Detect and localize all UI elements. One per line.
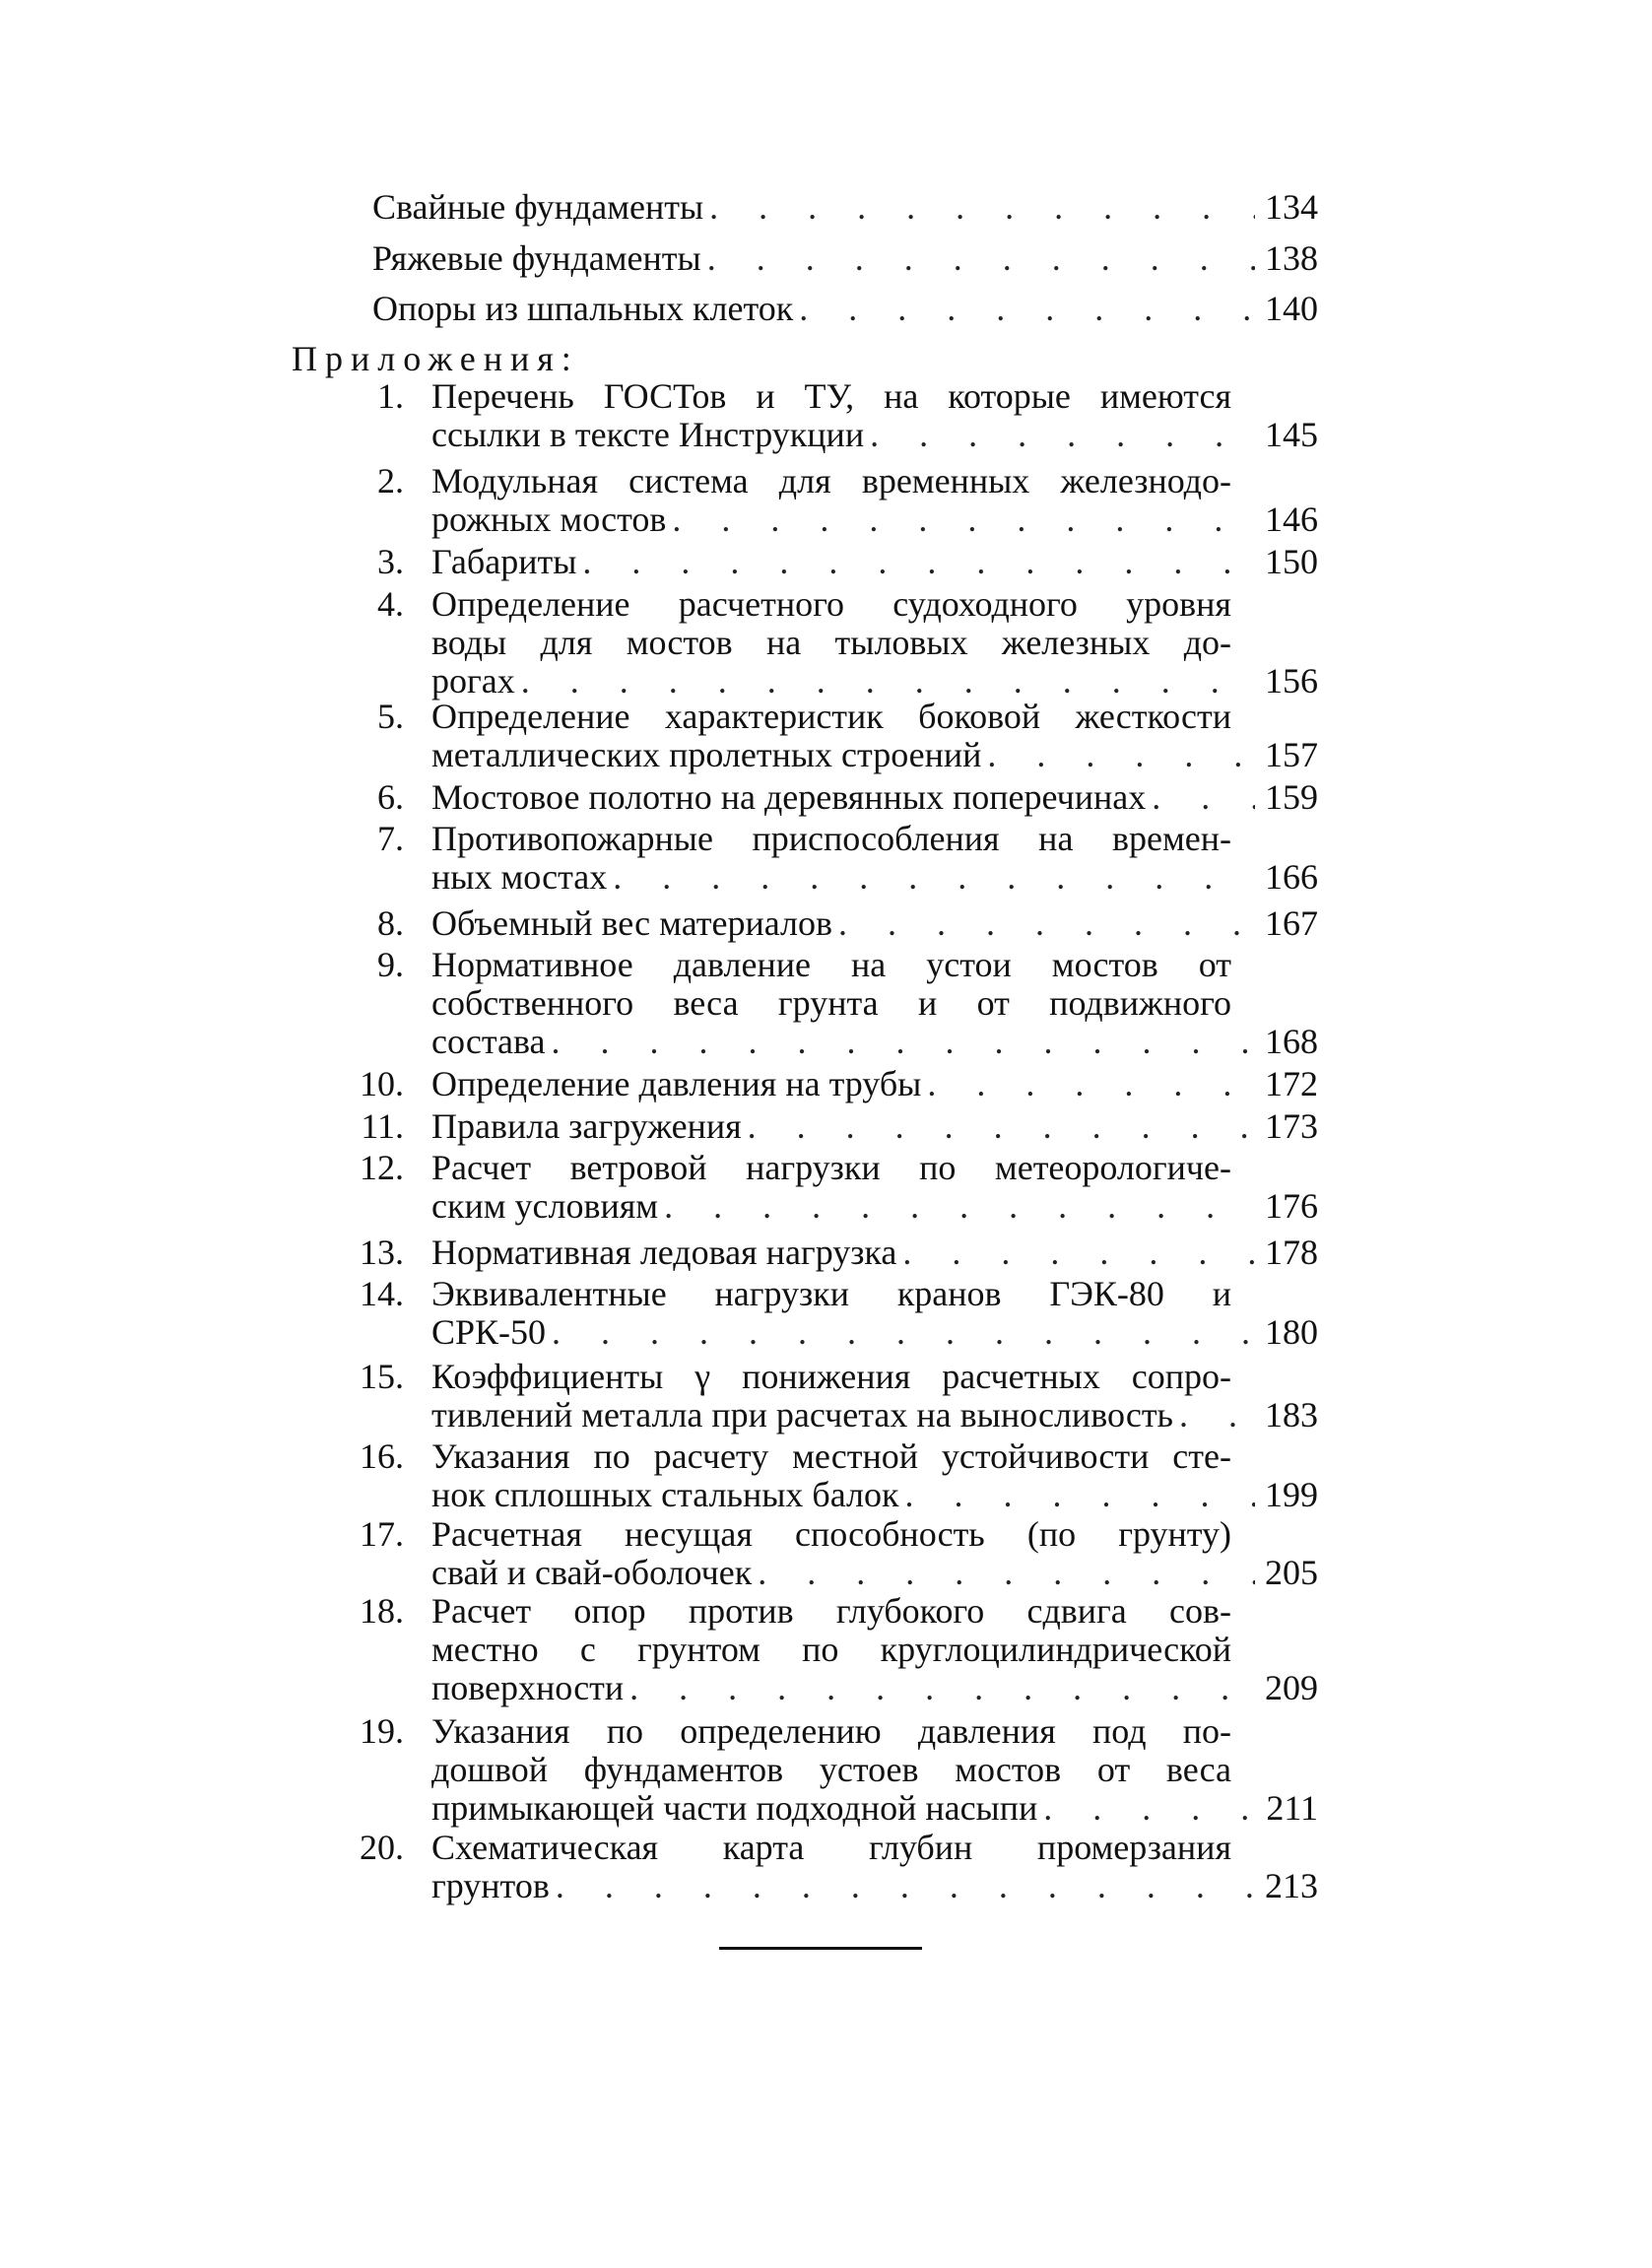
leader-dots [864, 416, 1255, 454]
appendix-title [431, 377, 1318, 454]
toc-entry-page: 140 [1265, 289, 1318, 328]
appendix-page: 150 [1265, 542, 1318, 581]
appendix-title [431, 946, 1318, 1061]
leader-dots [899, 1476, 1256, 1514]
appendix-title-text: Габариты [431, 542, 577, 581]
leader-dots [607, 858, 1255, 897]
appendix-title [431, 820, 1318, 897]
leader-dots [658, 1187, 1255, 1226]
leader-dots [546, 1023, 1255, 1061]
appendix-title-line [431, 1234, 1318, 1272]
appendix-number: 7. [377, 819, 404, 858]
leader-dots [832, 904, 1255, 943]
appendix-title-text: рогах [431, 661, 515, 700]
appendix-number: 3. [377, 542, 404, 581]
appendix-title-line [431, 1554, 1318, 1592]
appendix-title-line [431, 543, 1318, 581]
appendix-title-line [431, 1065, 1318, 1103]
appendix-title-text: ных мостах [431, 857, 608, 897]
appendix-title [431, 1149, 1318, 1226]
appendix-title-line: Модульная система для временных железнодо- [431, 461, 1231, 500]
appendix-number: 14. [360, 1274, 404, 1313]
appendix-number: 2. [377, 461, 404, 500]
appendix-title [431, 698, 1318, 774]
toc-entry-title: Опоры из шпальных клеток [372, 289, 794, 328]
appendix-page: 173 [1265, 1106, 1318, 1146]
appendix-title-text: тивлений металла при расчетах на выносливость [431, 1395, 1173, 1434]
appendix-title-line: Расчетная несущая способность (по грунту) [431, 1514, 1231, 1554]
appendix-heading: Приложения: [292, 339, 579, 378]
appendix-title-line: Коэффициенты γ понижения расчетных сопро- [431, 1357, 1231, 1396]
appendix-title-line [431, 1396, 1318, 1434]
appendix-title-text: металлических пролетных строений [431, 735, 982, 774]
appendix-title-text: Правила загружения [431, 1106, 742, 1146]
leader-dots [703, 187, 1255, 227]
toc-entry-page: 138 [1265, 238, 1318, 278]
appendix-page: 159 [1265, 777, 1318, 817]
appendix-title-text: свай и свай-оболочек [431, 1553, 753, 1592]
leader-dots [701, 238, 1255, 278]
appendix-number: 10. [360, 1064, 404, 1103]
appendix-page: 178 [1265, 1233, 1318, 1272]
appendix-title [431, 1065, 1318, 1103]
appendix-title-text: рожных мостов [431, 500, 667, 539]
appendix-number: 18. [360, 1591, 404, 1631]
appendix-title [431, 904, 1318, 943]
appendix-title-line: Схематическая карта глубин промерзания [431, 1828, 1231, 1867]
appendix-number: 12. [360, 1148, 404, 1187]
toc-entry [372, 238, 1318, 278]
leader-dots [742, 1107, 1255, 1146]
appendix-title [431, 1358, 1318, 1434]
leader-dots [896, 1234, 1255, 1272]
appendix-number: 13. [360, 1233, 404, 1272]
appendix-page: 176 [1265, 1186, 1318, 1226]
appendix-title-line [431, 1476, 1318, 1514]
appendix-title-line [431, 858, 1318, 897]
appendix-title-line [431, 416, 1318, 454]
appendix-number: 1. [377, 376, 404, 416]
appendix-title-line: Расчет опор против глубокого сдвига сов- [431, 1591, 1231, 1631]
closing-rule [719, 1947, 922, 1950]
leader-dots [1173, 1396, 1255, 1434]
appendix-title-line: Определение расчетного судоходного уровня [431, 584, 1231, 624]
appendix-page: 166 [1265, 857, 1318, 897]
appendix-title [431, 543, 1318, 581]
appendix-title-line [431, 778, 1318, 817]
appendix-page: 183 [1265, 1395, 1318, 1434]
appendix-title-text: Нормативная ледовая нагрузка [431, 1233, 897, 1272]
appendix-title-text: Определение давления на трубы [431, 1064, 922, 1103]
appendix-title-line [431, 1313, 1318, 1352]
appendix-number: 5. [377, 697, 404, 736]
appendix-number: 4. [377, 584, 404, 624]
appendix-page: 145 [1265, 415, 1318, 454]
leader-dots [666, 500, 1255, 539]
appendix-title-text: ссылки в тексте Инструкции [431, 415, 865, 454]
appendix-title-line [431, 736, 1318, 774]
leader-dots [624, 1669, 1255, 1707]
appendix-title [431, 1712, 1318, 1828]
appendix-number: 9. [377, 945, 404, 984]
appendix-title [431, 585, 1318, 700]
leader-dots [752, 1554, 1255, 1592]
appendix-title-text: Объемный вес материалов [431, 903, 832, 943]
toc-entry-title: Ряжевые фундаменты [372, 238, 701, 278]
appendix-title-line: местно с грунтом по круглоцилиндрической [431, 1630, 1231, 1669]
appendix-page: 211 [1266, 1788, 1318, 1828]
appendix-page: 156 [1265, 661, 1318, 700]
appendix-page: 180 [1265, 1312, 1318, 1352]
appendix-title-line [431, 500, 1318, 539]
appendix-title-text: состава [431, 1022, 546, 1061]
appendix-page: 205 [1265, 1553, 1318, 1592]
appendix-title-line: собственного веса грунта и от подвижного [431, 983, 1231, 1023]
leader-dots [981, 736, 1255, 774]
appendix-page: 157 [1265, 735, 1318, 774]
appendix-title [431, 462, 1318, 539]
appendix-number: 20. [360, 1828, 404, 1867]
appendix-title-line: Эквивалентные нагрузки кранов ГЭК-80 и [431, 1274, 1231, 1313]
leader-dots [576, 543, 1255, 581]
appendix-title-line [431, 904, 1318, 943]
leader-dots [515, 662, 1255, 700]
appendix-title-line: Определение характеристик боковой жесткости [431, 697, 1231, 736]
appendix-title [431, 778, 1318, 817]
appendix-number: 8. [377, 903, 404, 943]
appendix-title-line: Противопожарные приспособления на времен- [431, 819, 1231, 858]
appendix-number: 15. [360, 1357, 404, 1396]
appendix-number: 19. [360, 1711, 404, 1751]
appendix-number: 17. [360, 1514, 404, 1554]
appendix-title-text: примыкающей части подходной насыпи [431, 1788, 1038, 1828]
leader-dots [550, 1867, 1255, 1905]
toc-entry [372, 187, 1318, 227]
appendix-title-line [431, 1107, 1318, 1146]
appendix-number: 6. [377, 777, 404, 817]
leader-dots [546, 1313, 1255, 1352]
appendix-title [431, 1515, 1318, 1592]
appendix-title-text: Мостовое полотно на деревянных поперечинах [431, 777, 1147, 817]
appendix-title-line [431, 1669, 1318, 1707]
appendix-title-line [431, 662, 1318, 700]
appendix-page: 209 [1265, 1668, 1318, 1707]
toc-entry [372, 289, 1318, 328]
appendix-title-line: Расчет ветровой нагрузки по метеорологиче- [431, 1148, 1231, 1187]
appendix-title-text: нок сплошных стальных балок [431, 1475, 899, 1514]
leader-dots [921, 1065, 1255, 1103]
appendix-title-line: Указания по определению давления под по- [431, 1711, 1231, 1751]
appendix-title-text: СРК-50 [431, 1312, 547, 1352]
appendix-title-line [431, 1789, 1318, 1828]
appendix-title-line: Перечень ГОСТов и ТУ, на которые имеются [431, 376, 1231, 416]
appendix-title-text: ским условиям [431, 1186, 659, 1226]
appendix-title-line: дошвой фундаментов устоев мостов от веса [431, 1750, 1231, 1789]
appendix-title-line: Нормативное давление на устои мостов от [431, 945, 1231, 984]
appendix-title-line [431, 1867, 1318, 1905]
appendix-title [431, 1107, 1318, 1146]
appendix-title [431, 1437, 1318, 1514]
appendix-page: 213 [1265, 1866, 1318, 1905]
appendix-title-text: поверхности [431, 1668, 625, 1707]
appendix-number: 16. [360, 1436, 404, 1476]
leader-dots [1146, 778, 1255, 817]
appendix-title-line: воды для мостов на тыловых железных до- [431, 623, 1231, 662]
appendix-page: 146 [1265, 500, 1318, 539]
appendix-title-line [431, 1023, 1318, 1061]
appendix-title-line [431, 1187, 1318, 1226]
appendix-title-line: Указания по расчету местной устойчивости сте- [431, 1436, 1231, 1476]
appendix-title [431, 1592, 1318, 1707]
appendix-page: 168 [1265, 1022, 1318, 1061]
leader-dots [1037, 1789, 1255, 1828]
appendix-title [431, 1234, 1318, 1272]
leader-dots [793, 289, 1255, 328]
appendix-title [431, 1275, 1318, 1352]
appendix-number: 11. [361, 1106, 404, 1146]
toc-entry-page: 134 [1265, 187, 1318, 227]
appendix-title [431, 1829, 1318, 1905]
appendix-title-text: грунтов [431, 1866, 550, 1905]
appendix-page: 167 [1265, 903, 1318, 943]
appendix-page: 172 [1265, 1064, 1318, 1103]
appendix-page: 199 [1265, 1475, 1318, 1514]
toc-entry-title: Свайные фундаменты [372, 187, 704, 227]
